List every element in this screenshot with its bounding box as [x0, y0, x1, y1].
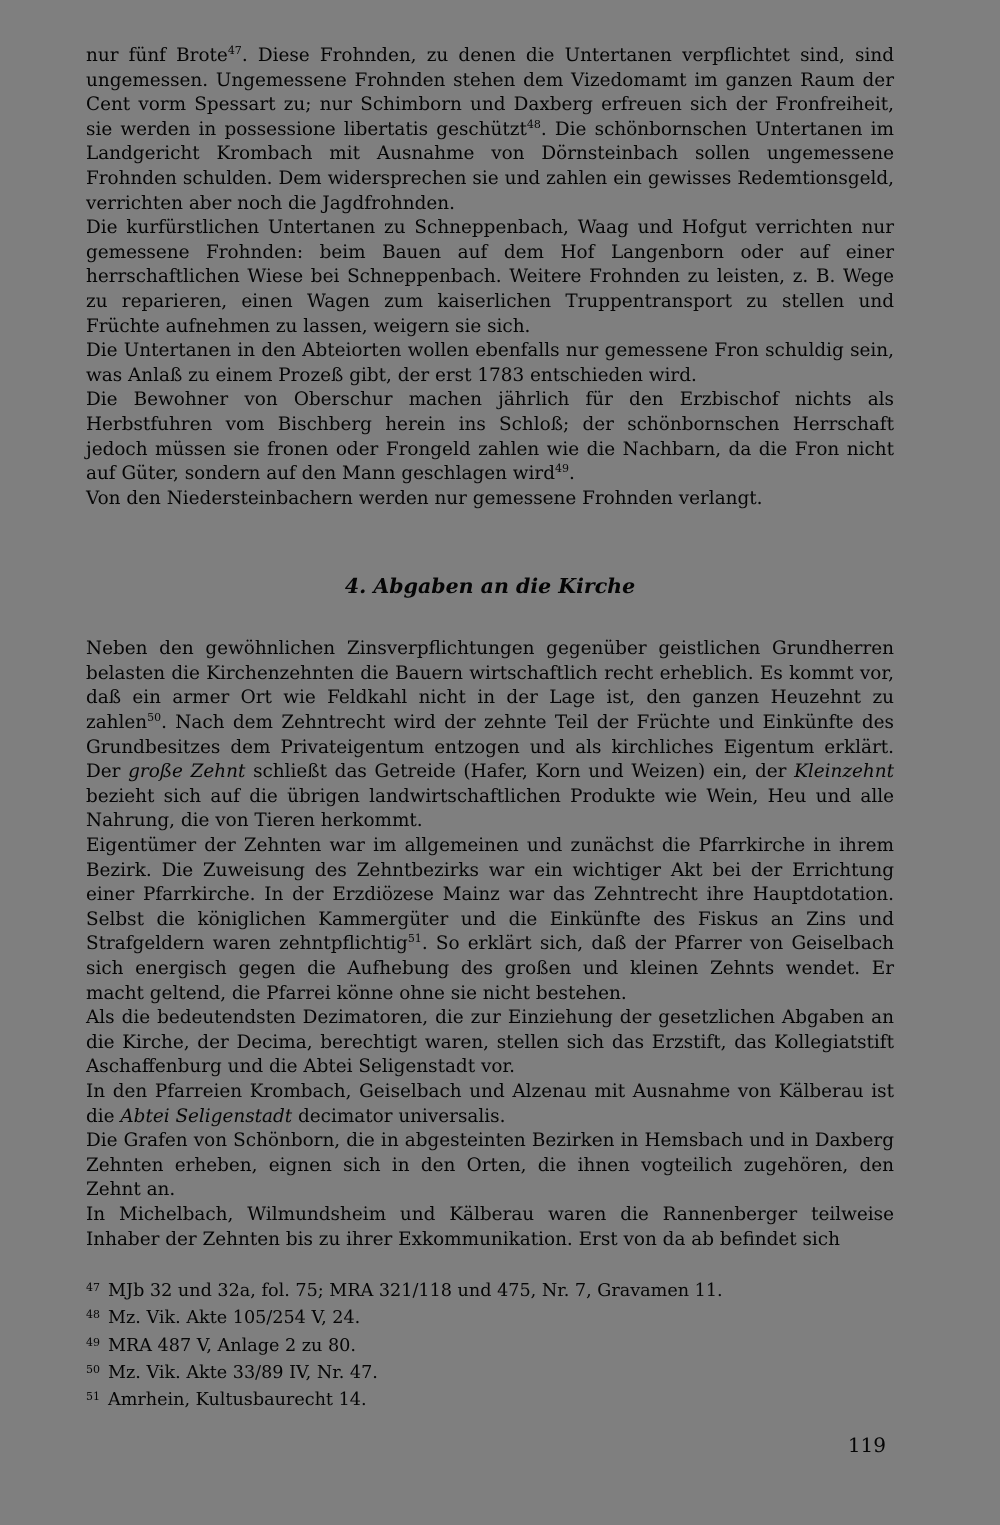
- text-run: In den Pfarreien Krombach, Geiselbach und Alzenau mit Ausnahme von Kälberau ist die: [86, 1080, 894, 1127]
- text-run: . Die schönbornschen Untertanen im Landgericht Krombach mit Ausnahme von Dörnsteinbach sollen ungemessene Frohnden schulden. Dem widersprechen sie und zahlen ein gewisses Redemtionsgeld, verrichten aber noch die Jagdfrohnden.: [86, 118, 894, 214]
- italic-term: Kleinzehnt: [794, 761, 895, 783]
- footnote-text: Mz. Vik. Akte 105/254 V, 24.: [108, 1308, 361, 1329]
- footnote: [86, 1358, 894, 1385]
- footnote-text: Mz. Vik. Akte 33/89 IV, Nr. 47.: [108, 1362, 378, 1383]
- footnote: [86, 1303, 894, 1330]
- paragraph: [86, 44, 894, 216]
- text-run: . Nach dem Zehntrecht wird der zehnte Teil der Früchte und Einkünfte des Grundbesitzes dem Privateigentum entzogen und als kirchliches Eigentum erklärt. Der: [86, 712, 894, 783]
- footnote-reference: 47: [227, 44, 242, 57]
- text-run: nur fünf Brote: [86, 45, 228, 66]
- page-number: 119: [847, 1433, 886, 1457]
- paragraph: [86, 1129, 894, 1203]
- text-section-frohnden: [86, 44, 894, 511]
- text-run: Von den Niedersteinbachern werden nur gemessene Frohnden verlangt.: [86, 487, 763, 509]
- paragraph: [86, 339, 894, 388]
- footnote-number: 48: [86, 1308, 100, 1322]
- footnote-text: MRA 487 V, Anlage 2 zu 80.: [108, 1335, 356, 1356]
- text-run: bezieht sich auf die übrigen landwirtschaftlichen Produkte wie Wein, Heu und alle Nahrung, die von Tieren herkommt.: [86, 785, 894, 832]
- footnote-reference: 49: [554, 462, 569, 476]
- footnote-text: Amrhein, Kultusbaurecht 14.: [108, 1389, 367, 1410]
- text-run: Die Grafen von Schönborn, die in abgesteinten Bezirken in Hemsbach und in Daxberg Zehnten erheben, eignen sich in den Orten, die ihnen vogteilich zugehören, den Zehnt an.: [86, 1130, 894, 1201]
- footnote-text: MJb 32 und 32a, fol. 75; MRA 321/118 und 475, Nr. 7, Gravamen 11.: [108, 1281, 723, 1302]
- text-run: . So erklärt sich, daß der Pfarrer von Geiselbach sich energisch gegen die Aufhebung des großen und kleinen Zehnts wendet. Er macht geltend, die Pfarrei könne ohne sie nicht bestehen.: [86, 933, 894, 1004]
- section-heading: 4. Abgaben an die Kirche: [344, 574, 636, 599]
- text-run: Die kurfürstlichen Untertanen zu Schneppenbach, Waag und Hofgut verrichten nur gemessene Frohnden: beim Bauen auf dem Hof Langenborn oder auf einer herrschaftlichen Wiese bei Schneppenbach. Weitere Frohnden zu leisten, z. B. Wege zu reparieren, einen Wagen zum kaiserlichen Truppentransport zu stellen und Früchte aufnehmen zu lassen, weigern sie sich.: [86, 217, 894, 337]
- footnote: [86, 1385, 894, 1412]
- footnote-number: 50: [86, 1362, 100, 1376]
- text-run: schließt das Getreide (Hafer, Korn und Weizen) ein, der: [245, 761, 795, 783]
- paragraph: [86, 1203, 894, 1252]
- footnote-reference: 50: [147, 711, 162, 725]
- text-run: . Diese Frohnden, zu denen die Untertanen verpflichtet sind, sind ungemessen. Ungemessene Frohnden stehen dem Vizedomamt im ganzen Raum der Cent vorm Spessart zu; nur Schimborn und Daxberg erfreuen sich der Fronfreiheit, sie werden in possessione libertatis geschützt: [86, 45, 894, 140]
- footnote-number: 49: [86, 1335, 100, 1349]
- italic-term: Abtei Seligenstadt: [120, 1105, 293, 1127]
- paragraph: [86, 216, 894, 339]
- text-run: Neben den gewöhnlichen Zinsverpflichtungen gegenüber geistlichen Grundherren belasten die Kirchenzehnten die Bauern wirtschaftlich recht erheblich. Es kommt vor, daß ein armer Ort wie Feldkahl nicht in der Lage ist, den ganzen Heuzehnt zu zahlen: [86, 638, 894, 734]
- paragraph: [86, 637, 894, 834]
- paragraph: [86, 388, 894, 486]
- footnote-number: 47: [86, 1281, 100, 1295]
- text-run: Eigentümer der Zehnten war im allgemeinen und zunächst die Pfarrkirche in ihrem Bezirk. Die Zuweisung des Zehntbezirks war ein wichtiger Akt bei der Errichtung einer Pfarrkirche. In der Erzdiözese Mainz war das Zehntrecht ihre Hauptdotation. Selbst die königlichen Kammergüter und die Einkünfte des Fiskus an Zins und Strafgeldern waren zehntpflichtig: [86, 835, 894, 955]
- paragraph: [86, 1006, 894, 1080]
- text-run: In Michelbach, Wilmundsheim und Kälberau waren die Rannenberger teilweise Inhaber der Zehnten bis zu ihrer Exkommunikation. Erst von da ab befindet sich: [86, 1203, 894, 1250]
- paragraph: [86, 487, 894, 512]
- footnote: [86, 1331, 894, 1358]
- footnote: [86, 1276, 894, 1303]
- text-run: decimator universalis.: [292, 1105, 506, 1127]
- page-body: [86, 44, 894, 1412]
- footnote-number: 51: [86, 1389, 100, 1403]
- text-run: Die Bewohner von Oberschur machen jährlich für den Erzbischof nichts als Herbstfuhren vom Bischberg herein ins Schloß; der schönbornschen Herrschaft jedoch müssen sie fronen oder Frongeld zahlen wie die Nachbarn, da die Fron nicht auf Güter, sondern auf den Mann geschlagen wird: [86, 389, 894, 485]
- italic-term: große Zehnt: [128, 761, 246, 783]
- paragraph: [86, 834, 894, 1006]
- text-run: Als die bedeutendsten Dezimatoren, die zur Einziehung der gesetzlichen Abgaben an die Kirche, der Decima, berechtigt waren, stellen sich das Erzstift, das Kollegiatstift Aschaffenburg und die Abtei Seligenstadt vor.: [86, 1007, 894, 1078]
- text-section-abgaben-kirche: [86, 637, 894, 1252]
- footnotes: [86, 1276, 894, 1412]
- footnote-reference: 48: [526, 117, 541, 131]
- text-run: Die Untertanen in den Abteiorten wollen ebenfalls nur gemessene Fron schuldig sein, was Anlaß zu einem Prozeß gibt, der erst 1783 entschieden wird.: [86, 340, 894, 386]
- footnote-reference: 51: [407, 932, 422, 946]
- paragraph: [86, 1080, 894, 1129]
- text-run: .: [568, 463, 575, 485]
